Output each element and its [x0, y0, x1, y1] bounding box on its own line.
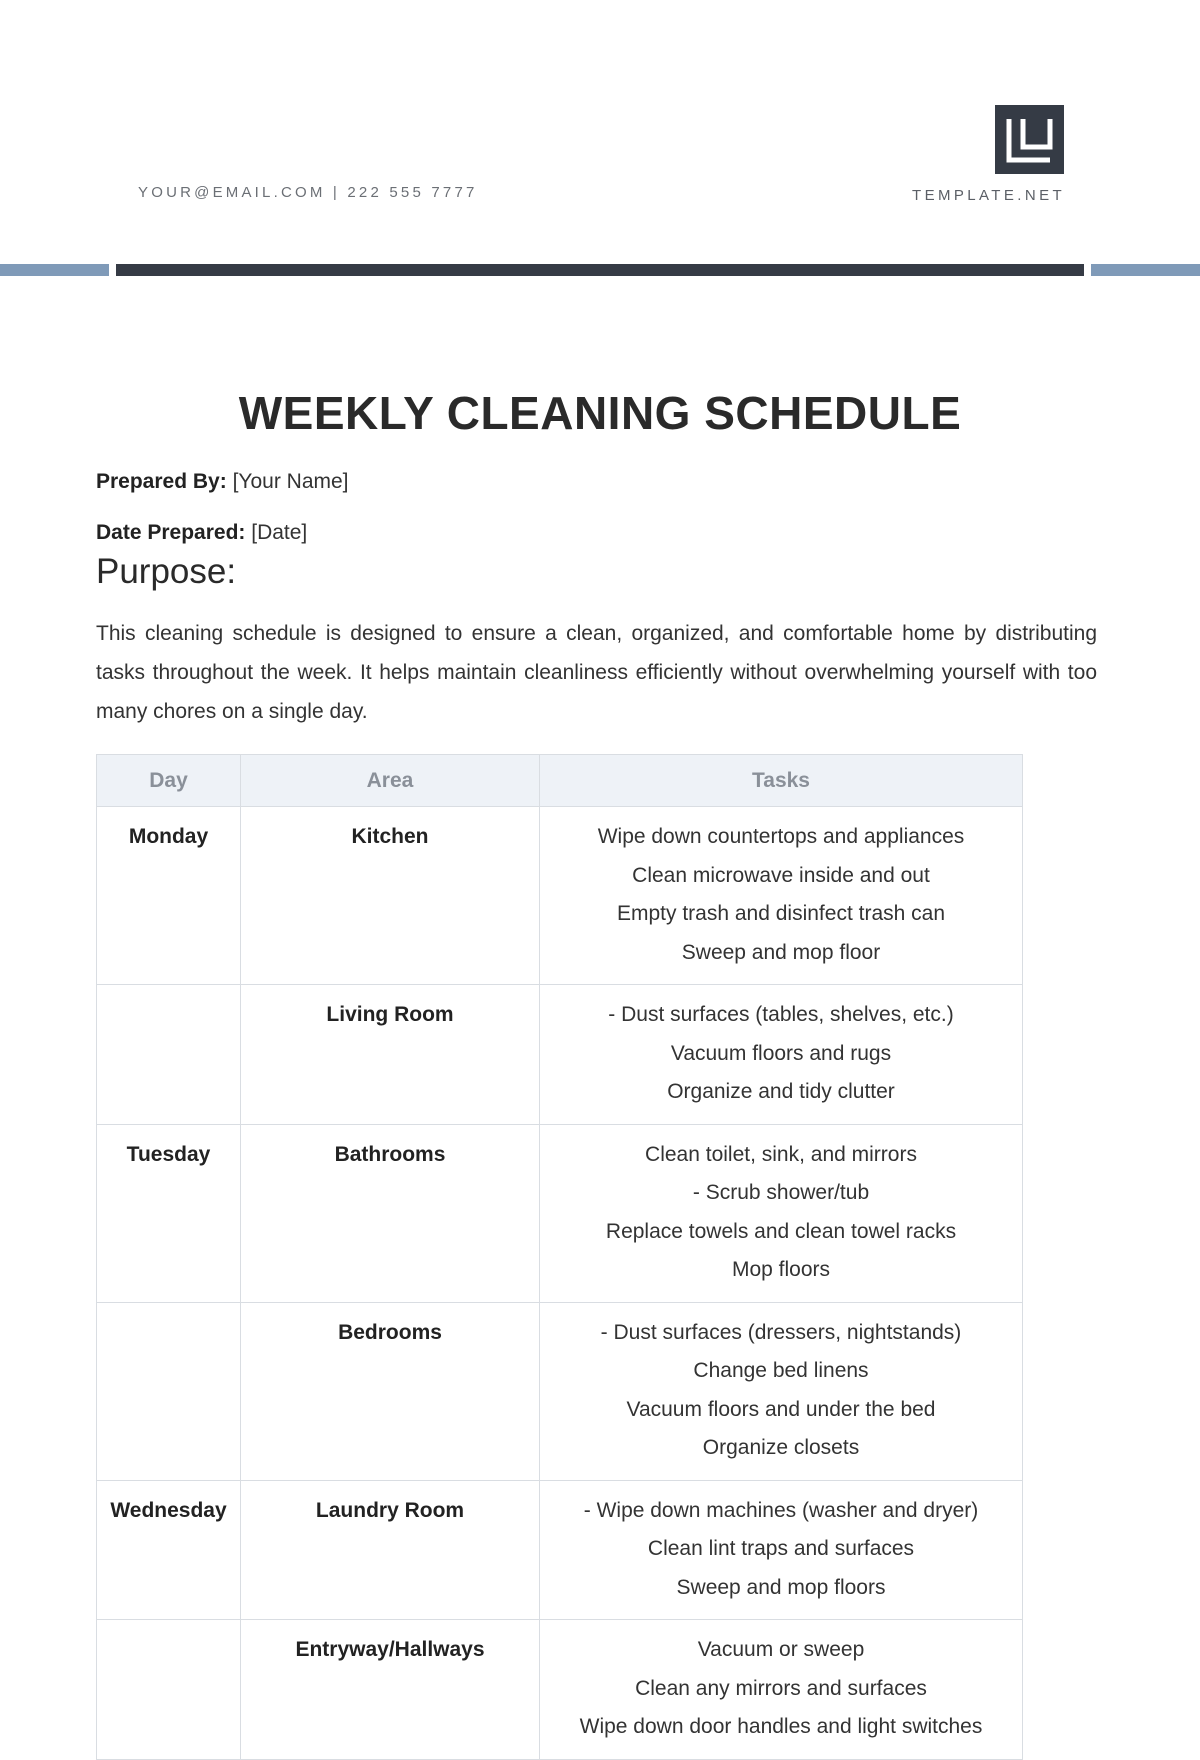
task-item: Clean microwave inside and out — [632, 863, 930, 887]
cell-area: Entryway/Hallways — [241, 1620, 540, 1760]
cell-area: Laundry Room — [241, 1480, 540, 1620]
document-title: WEEKLY CLEANING SCHEDULE — [238, 387, 962, 439]
table-row — [97, 985, 1023, 1125]
task-item: - Dust surfaces (tables, shelves, etc.) — [608, 1003, 954, 1026]
cell-tasks — [540, 985, 1023, 1125]
task-item: - Dust surfaces (dressers, nightstands) — [600, 1320, 962, 1344]
cell-area: Kitchen — [241, 807, 540, 985]
cell-day: Tuesday — [97, 1124, 241, 1302]
prepared-by-value: [Your Name] — [232, 470, 349, 493]
cell-day — [97, 1302, 241, 1480]
task-item: Empty trash and disinfect trash can — [617, 902, 945, 925]
header-contact: YOUR@EMAIL.COM | 222 555 7777 — [138, 184, 478, 201]
date-prepared-label: Date Prepared: — [96, 521, 246, 544]
task-item: - Wipe down machines (washer and dryer) — [583, 1498, 979, 1522]
task-item: - Scrub shower/tub — [692, 1181, 870, 1204]
table-row — [97, 1480, 1023, 1620]
table-row — [97, 1302, 1023, 1480]
task-item: Mop floors — [731, 1258, 831, 1281]
date-prepared — [96, 521, 307, 545]
logo-text: TEMPLATE.NET — [912, 187, 1066, 204]
task-item: Vacuum floors and rugs — [670, 1041, 892, 1065]
task-item: Replace towels and clean towel racks — [605, 1219, 957, 1243]
cell-tasks — [540, 807, 1023, 985]
cell-tasks — [540, 1302, 1023, 1480]
purpose-heading: Purpose: — [96, 552, 237, 591]
task-item: Vacuum or sweep — [697, 1638, 865, 1661]
date-prepared-value: [Date] — [251, 521, 308, 544]
header-tasks: Tasks — [540, 755, 1023, 807]
cell-tasks — [540, 1480, 1023, 1620]
task-item: Vacuum floors and under the bed — [626, 1397, 936, 1421]
task-item: Clean any mirrors and surfaces — [635, 1676, 927, 1700]
table-body — [97, 807, 1023, 1760]
cell-day — [97, 1620, 241, 1760]
header-day: Day — [97, 755, 241, 807]
cell-tasks — [540, 1620, 1023, 1760]
prepared-by-label: Prepared By: — [96, 470, 227, 493]
cell-day: Wednesday — [97, 1480, 241, 1620]
task-item: Organize and tidy clutter — [667, 1080, 895, 1103]
table-row — [97, 1620, 1023, 1760]
template-logo-icon — [995, 105, 1064, 174]
prepared-by — [96, 470, 349, 494]
cell-day: Monday — [97, 807, 241, 985]
cell-day — [97, 985, 241, 1125]
task-item: Change bed linens — [693, 1359, 869, 1382]
task-item: Wipe down door handles and light switches — [579, 1715, 983, 1738]
cell-tasks — [540, 1124, 1023, 1302]
table-row — [97, 1124, 1023, 1302]
header-divider-left — [0, 264, 109, 276]
task-item: Organize closets — [702, 1436, 860, 1459]
purpose-text: This cleaning schedule is designed to ensure a clean, organized, and comfortable home by distributing tasks throughout the week. It helps maintain cleanliness efficiently without overwhelming yourself with too many chores on a single day. — [96, 622, 1097, 723]
schedule-table — [96, 754, 1023, 1760]
cell-area: Bedrooms — [241, 1302, 540, 1480]
cell-area: Living Room — [241, 985, 540, 1125]
task-item: Sweep and mop floors — [676, 1575, 886, 1599]
header-divider-right — [1091, 264, 1200, 276]
task-item: Sweep and mop floor — [681, 940, 881, 964]
cell-area: Bathrooms — [241, 1124, 540, 1302]
table-header-row — [97, 755, 1023, 807]
header-area: Area — [241, 755, 540, 807]
task-item: Wipe down countertops and appliances — [597, 825, 965, 848]
table-row — [97, 807, 1023, 985]
task-item: Clean lint traps and surfaces — [647, 1537, 915, 1560]
header-divider-main — [116, 264, 1084, 276]
task-item: Clean toilet, sink, and mirrors — [645, 1142, 917, 1166]
